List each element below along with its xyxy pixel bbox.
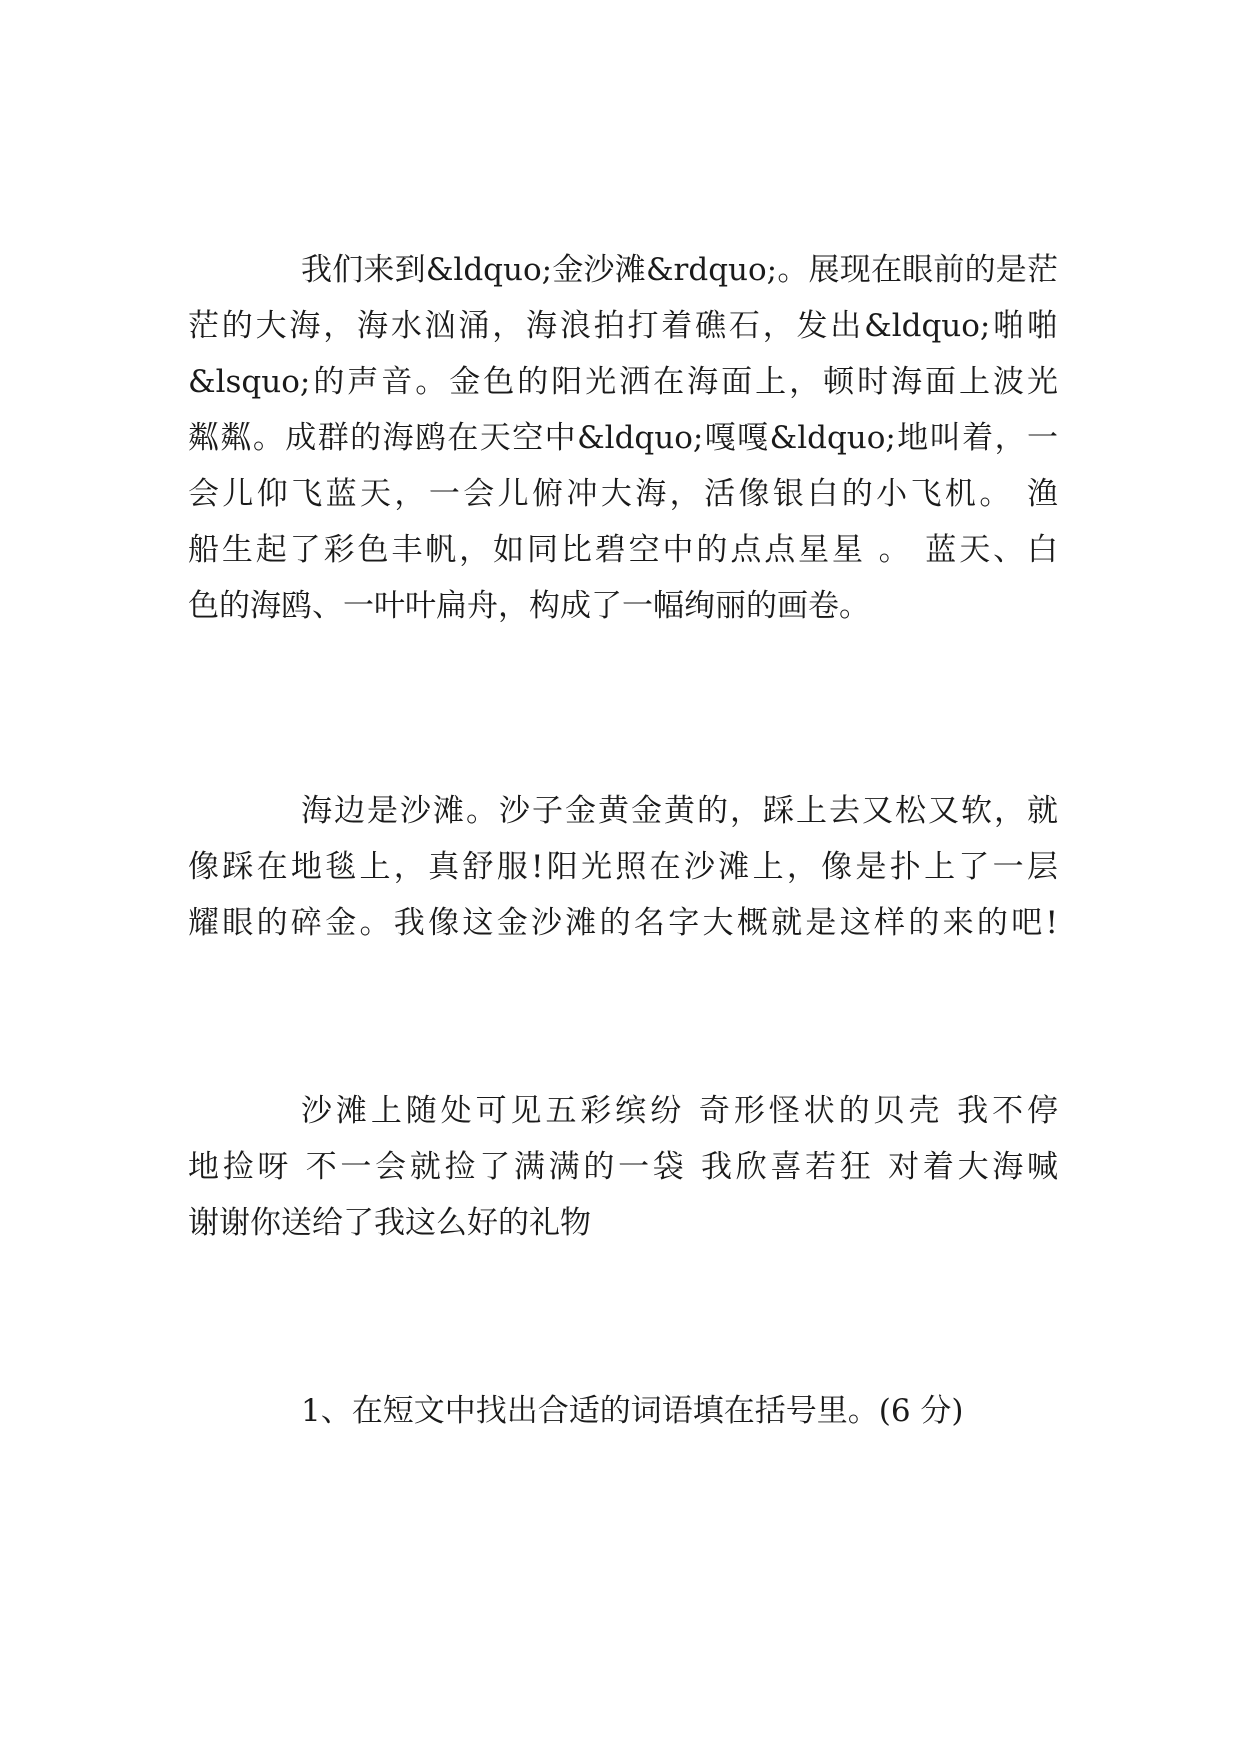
paragraph-line: 粼粼。成群的海鸥在天空中&ldquo;嘎嘎&ldquo;地叫着，一 <box>188 420 1058 456</box>
paragraph-line: &lsquo;的声音。金色的阳光洒在海面上，顿时海面上波光 <box>188 364 1058 400</box>
paragraph-line: 像踩在地毯上，真舒服!阳光照在沙滩上，像是扑上了一层 <box>188 849 1058 885</box>
paragraph-line: 色的海鸥、一叶叶扁舟，构成了一幅绚丽的画卷。 <box>188 588 870 624</box>
paragraph-line: 海边是沙滩。沙子金黄金黄的，踩上去又松又软，就 <box>301 793 1058 829</box>
paragraph-line: 会儿仰飞蓝天，一会儿俯冲大海，活像银白的小飞机。 渔 <box>188 476 1058 512</box>
paragraph-line: 谢谢你送给了我这么好的礼物 <box>188 1205 591 1241</box>
paragraph-line: 耀眼的碎金。我像这金沙滩的名字大概就是这样的来的吧! <box>188 905 1058 941</box>
paragraph-line: 我们来到&ldquo;金沙滩&rdquo;。展现在眼前的是茫 <box>301 252 1058 288</box>
question-1: 1、在短文中找出合适的词语填在括号里。(6 分) <box>301 1393 964 1429</box>
paragraph-line: 茫的大海，海水汹涌，海浪拍打着礁石，发出&ldquo;啪啪 <box>188 308 1058 344</box>
paragraph-line: 沙滩上随处可见五彩缤纷 奇形怪状的贝壳 我不停 <box>301 1093 1058 1129</box>
paragraph-line: 地捡呀 不一会就捡了满满的一袋 我欣喜若狂 对着大海喊 <box>188 1149 1058 1185</box>
paragraph-line: 船生起了彩色丰帆，如同比碧空中的点点星星 。 蓝天、白 <box>188 532 1058 568</box>
